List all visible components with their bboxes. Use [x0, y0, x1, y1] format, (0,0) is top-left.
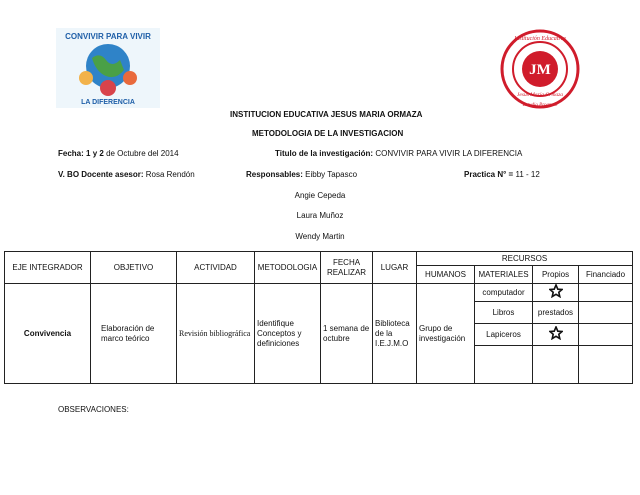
- header-recursos: RECURSOS: [417, 252, 633, 266]
- research-title-line: [275, 149, 522, 159]
- document-subtitle: METODOLOGIA DE LA INVESTIGACION: [252, 129, 404, 138]
- header-humanos: HUMANOS: [417, 266, 475, 284]
- advisor-value: Rosa Rendón: [145, 170, 195, 179]
- cell-lugar: Biblioteca de la I.E.J.M.O: [373, 284, 417, 384]
- header-propios: Propios: [533, 266, 579, 284]
- financiado-cell: [579, 324, 633, 346]
- child-figure-icon: [79, 71, 93, 85]
- propios-cell: [533, 324, 579, 346]
- practica-label: Practica N° =: [464, 170, 514, 179]
- header-fecha: FECHA REALIZAR: [321, 252, 373, 284]
- header-objetivo: OBJETIVO: [91, 252, 177, 284]
- seal-bottom-text: Estudio Progreso: [522, 103, 558, 108]
- star-icon: [549, 284, 563, 298]
- star-icon: [549, 326, 563, 340]
- propios-cell: prestados: [533, 302, 579, 324]
- title-label: Titulo de la investigación:: [275, 149, 374, 158]
- practica-line: [464, 170, 540, 180]
- header-metodologia: METODOLOGIA: [255, 252, 321, 284]
- responsable-name: Eibby Tapasco: [305, 170, 358, 179]
- header-actividad: ACTIVIDAD: [177, 252, 255, 284]
- cell-metodologia: Identifique Conceptos y definiciones: [255, 284, 321, 384]
- responsable-name: Angie Cepeda: [294, 191, 346, 200]
- propios-cell: [533, 284, 579, 302]
- advisor-line: [58, 170, 195, 180]
- seal-monogram: JM: [529, 62, 551, 78]
- material-item: computador: [475, 284, 533, 302]
- cell-actividad: Revisión bibliográfica: [177, 284, 255, 384]
- material-item: [475, 346, 533, 384]
- planning-table: [4, 251, 633, 384]
- cell-objetivo: Elaboración de marco teórico: [91, 284, 177, 384]
- cell-fecha: 1 semana de octubre: [321, 284, 373, 384]
- advisor-label: V. BO Docente asesor:: [58, 170, 144, 179]
- financiado-cell: [579, 302, 633, 324]
- observaciones-label: OBSERVACIONES:: [58, 405, 129, 414]
- date-value: 1 y 2: [86, 149, 104, 158]
- header-financiado: Financiado: [579, 266, 633, 284]
- header-lugar: LUGAR: [373, 252, 417, 284]
- date-label: Fecha:: [58, 149, 84, 158]
- responsable-name: Wendy Martin: [295, 232, 345, 241]
- institution-seal-logo: [495, 28, 585, 110]
- propios-cell: [533, 346, 579, 384]
- financiado-cell: [579, 346, 633, 384]
- logo-bottom-text: LA DIFERENCIA: [81, 99, 135, 106]
- material-item: Lapiceros: [475, 324, 533, 346]
- material-item: Libros: [475, 302, 533, 324]
- financiado-cell: [579, 284, 633, 302]
- practica-value: 11 - 12: [515, 170, 540, 179]
- institution-title: INSTITUCION EDUCATIVA JESUS MARIA ORMAZA: [230, 110, 423, 119]
- date-rest: de Octubre del 2014: [106, 149, 179, 158]
- responsables-label: Responsables:: [246, 170, 303, 179]
- child-figure-icon: [100, 80, 116, 96]
- title-value: CONVIVIR PARA VIVIR LA DIFERENCIA: [375, 149, 523, 158]
- responsables-line: [246, 170, 357, 180]
- logo-top-text: CONVIVIR PARA VIVIR: [65, 32, 151, 41]
- convivir-logo: [56, 28, 160, 108]
- responsable-name: Laura Muñoz: [296, 211, 344, 220]
- header-eje: EJE INTEGRADOR: [5, 252, 91, 284]
- cell-humanos: Grupo de investigación: [417, 284, 475, 384]
- seal-top-text: Institución Educativa: [514, 36, 566, 42]
- header-materiales: MATERIALES: [475, 266, 533, 284]
- date-line: [58, 149, 179, 159]
- child-figure-icon: [123, 71, 137, 85]
- seal-mid-text: Jesús María Ormaza: [516, 92, 564, 98]
- cell-eje: Convivencia: [5, 284, 91, 384]
